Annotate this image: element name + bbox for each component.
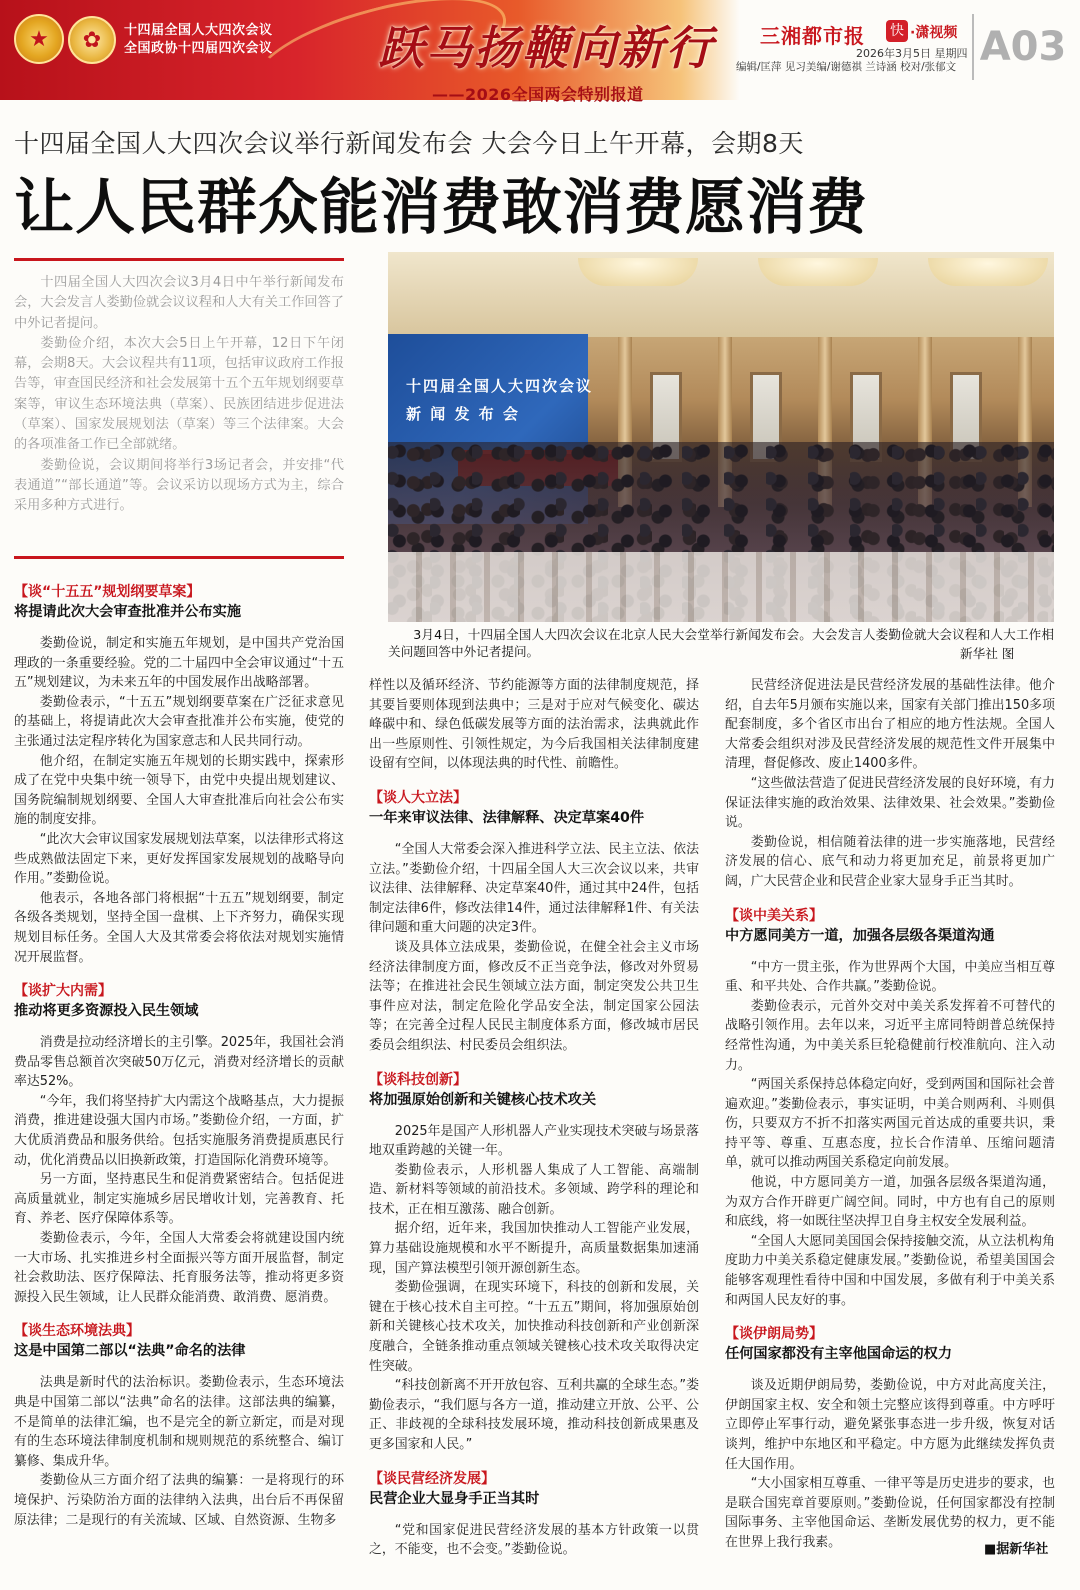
- body-paragraph: 娄勤俭表示，元首外交对中美关系发挥着不可替代的战略引领作用。去年以来，习近平主席同特朗普总统保持经常性沟通，为中美关系巨轮稳健前行校准航向、注入动力。: [725, 998, 1055, 1073]
- column-3: [725, 676, 1055, 1553]
- body-paragraph: “全国人大常委会深入推进科学立法、民主立法、依法立法。”娄勤俭介绍，十四届全国人大三次会议以来，共审议法律、法律解释、决定草案40件，通过其中24件，包括制定法律6件，修改法律14件，通过法律解释1件、有关法律问题和重大问题的决定3件。: [369, 841, 699, 936]
- body-paragraph: 2025年是国产人形机器人产业实现技术突破与场景落地双重跨越的关键一年。: [369, 1123, 699, 1159]
- page-number: A03: [972, 14, 1072, 80]
- lead-paragraph: 十四届全国人大四次会议3月4日中午举行新闻发布会，大会发言人娄勤俭就会议议程和人大有关工作回答了中外记者提问。: [14, 275, 344, 331]
- body-paragraph: “全国人大愿同美国国会保持接触交流，从立法机构角度助力中美关系稳定健康发展。”娄勤俭说，希望美国国会能够客观理性看待中国和中国发展，多做有利于中美关系和两国人民友好的事。: [725, 1233, 1055, 1308]
- body-paragraph: “今年，我们将坚持扩大内需这个战略基点，大力提振消费，推进建设强大国内市场。”娄勤俭介绍，一方面，扩大优质消费品和服务供给。包括实施服务消费提质惠民行动，优化消费品以旧换新政策，打造国际化消费环境等。: [14, 1093, 344, 1168]
- section-subhead: 任何国家都没有主宰他国命运的权力: [725, 1346, 953, 1363]
- photo-seats: [388, 552, 1054, 622]
- paper-name: 三湘都市报: [760, 24, 865, 48]
- section-tag: 【谈人大立法】: [369, 789, 467, 806]
- section-tag: 【谈中美关系】: [725, 907, 823, 924]
- body-paragraph: “这些做法营造了促进民营经济发展的良好环境，有力保证法律实施的政治效果、法律效果、社会效果。”娄勤俭说。: [725, 775, 1055, 831]
- lead-paragraphs: [14, 258, 344, 517]
- body-paragraph: 法典是新时代的法治标识。娄勤俭表示，生态环境法典是中国第二部以“法典”命名的法律。这部法典的编纂，不是简单的法律汇编，也不是完全的新立新定，而是对现有的生态环境法律制度机制和规则规范的系统整合、编订纂修、集成升华。: [14, 1375, 344, 1469]
- body-paragraph: 他介绍，在制定实施五年规划的长期实践中，探索形成了在党中央集中统一领导下，由党中央提出规划建议、国务院编制规划纲要、全国人大审查批准后向社会公布实施的制度安排。: [14, 753, 344, 828]
- banner-slogan: ——2026全国两会特别报道: [432, 85, 644, 104]
- chandelier-icon: [928, 258, 1048, 286]
- body-paragraph: “两国关系保持总体稳定向好，受到两国和国际社会普遍欢迎。”娄勤俭表示，事实证明，中美合则两利、斗则俱伤，只要双方不折不扣落实两国元首达成的重要共识，秉持平等、尊重、互惠态度，拉长合作清单、压缩问题清单，就可以推动两国关系稳定向前发展。: [725, 1077, 1055, 1171]
- section-subhead: 民营企业大显身手正当其时: [369, 1490, 540, 1507]
- banner-subtitle: [124, 22, 273, 58]
- body-paragraph: “大小国家相互尊重、一律平等是历史进步的要求，也是联合国宪章首要原则。”娄勤俭说，任何国家都没有控制国际事务、主宰他国命运、垄断发展优势的权力，更不能在世界上我行我素。: [725, 1476, 1055, 1550]
- chandelier-icon: [578, 258, 698, 286]
- section-subhead: 中方愿同美方一道，加强各层级各渠道沟通: [725, 927, 995, 944]
- section-tag: 【谈“十五五”规划纲要草案】: [14, 584, 201, 600]
- body-paragraph: 他说，中方愿同美方一道，加强各层级各渠道沟通，为双方合作开辟更广阔空间。同时，中方也有自己的原则和底线，将一如既往坚决捍卫自身主权安全发展利益。: [725, 1175, 1055, 1230]
- section-tag: 【谈民营经济发展】: [369, 1470, 495, 1487]
- section-subhead: 将提请此次大会审查批准并公布实施: [14, 604, 242, 620]
- masthead: [0, 0, 1080, 105]
- body-paragraph: “科技创新离不开开放包容、互利共赢的全球生态。”娄勤俭表示，“我们愿与各方一道，推动建立开放、公平、公正、非歧视的全球科技发展环境，推动科技创新成果惠及更多国家和人民。”: [369, 1378, 699, 1452]
- lead-paragraph: 娄勤俭说，会议期间将举行3场记者会，并安排“代表通道”“部长通道”等。会议采访以现场方式为主，综合采用多种方式进行。: [14, 457, 344, 514]
- backdrop-line-2: 新 闻 发 布 会: [406, 405, 520, 423]
- section-subhead: 将加强原始创新和关键核心技术攻关: [369, 1091, 597, 1108]
- body-paragraph: 娄勤俭表示，“十五五”规划纲要草案在广泛征求意见的基础上，将提请此次大会审查批准并公布实施，使党的主张通过法定程序转化为国家意志和人民共同行动。: [14, 694, 344, 749]
- backdrop-line-1: 十四届全国人大四次会议: [406, 377, 594, 395]
- section-tag: 【谈扩大内需】: [14, 983, 112, 1000]
- lead-paragraph: 娄勤俭介绍，本次大会5日上午开幕，12日下午闭幕，会期8天。大会议程共有11项，包括审议政府工作报告等，审查国民经济和社会发展第十五个五年规划纲要草案等，审议生态环境法典（草案）、民族团结进步促进法（草案）、国家发展规划法（草案）等三个法律案。大会的各项准备工作已全部就绪。: [14, 335, 344, 453]
- kicker-headline: 十四届全国人大四次会议举行新闻发布会 大会今日上午开幕，会期8天: [14, 129, 804, 158]
- body-paragraph: 谈及具体立法成果，娄勤俭说，在健全社会主义市场经济法律制度方面，修改反不正当竞争法，修改对外贸易法等；在推进社会民生领域立法方面，制定突发公共卫生事件应对法，制定危险化学品安全法，制定国家公园法等；在完善全过程人民民主制度体系方面，修改城市居民委员会组织法、村民委员会组织法。: [369, 939, 699, 1053]
- body-paragraph: 民营经济促进法是民营经济发展的基础性法律。他介绍，自去年5月颁布实施以来，国家有关部门推出150多项配套制度，多个省区市出台了相应的地方性法规。全国人大常委会组织对涉及民营经济发展的规范性文件开展集中清理，督促修改、废止1400多件。: [725, 678, 1055, 772]
- section-subhead: 这是中国第二部以“法典”命名的法律: [14, 1343, 246, 1360]
- section-tag: 【谈伊朗局势】: [725, 1326, 823, 1343]
- video-label: ·潇视频: [910, 25, 958, 41]
- body-paragraph: 样性以及循环经济、节约能源等方面的法律制度规范，择其要旨要则体现到法典中；三是对于应对气候变化、碳达峰碳中和、绿色低碳发展等方面的法治需求，法典就此作出一些原则性、引领性规定，为今后我国相关法律制度建设留有空间，以体现法典的时代性、前瞻性。: [369, 678, 699, 772]
- body-paragraph: 他表示，各地各部门将根据“十五五”规划纲要，制定各级各类规划，坚持全国一盘棋、上下齐努力，确保实现规划目标任务。全国人大及其常委会将依法对规划实施情况开展监督。: [14, 890, 344, 965]
- press-conference-photo: [388, 252, 1054, 622]
- dateline: 2026年3月5日 星期四: [856, 47, 968, 60]
- body-paragraph: 娄勤俭强调，在现实环境下，科技的创新和发展，关键在于核心技术自主可控。“十五五”期间，将加强原始创新和关键核心技术攻关，加快推动科技创新和产业创新深度融合，全链条推动重点领域关键核心技术攻关取得决定性突破。: [369, 1280, 699, 1374]
- lead-divider: [14, 556, 344, 559]
- body-paragraph: 娄勤俭说，制定和实施五年规划，是中国共产党治国理政的一条重要经验。党的二十届四中全会审议通过“十五五”规划建议，为未来五年的中国发展作出战略部署。: [14, 636, 344, 691]
- source-signoff: ■据新华社: [984, 1542, 1049, 1557]
- column-2: [369, 676, 699, 1560]
- chandelier-icon: [758, 258, 878, 286]
- section-subhead: 推动将更多资源投入民生领域: [14, 1003, 199, 1020]
- cppcc-emblem-icon: ✿: [68, 16, 116, 64]
- body-paragraph: 据介绍，近年来，我国加快推动人工智能产业发展，算力基础设施规模和水平不断提升，高质量数据集加速涌现，国产算法模型引领开源创新生态。: [369, 1221, 699, 1276]
- main-headline: 让人民群众能消费敢消费愿消费: [14, 173, 868, 243]
- kuai-logo-icon: 快: [886, 20, 908, 42]
- body-paragraph: 娄勤俭说，相信随着法律的进一步实施落地，民营经济发展的信心、底气和动力将更加充足，前景将更加广阔，广大民营企业和民营企业家大显身手正当其时。: [725, 834, 1055, 889]
- body-paragraph: 娄勤俭表示，今年，全国人大常委会将就建设国内统一大市场、扎实推进乡村全面振兴等方面开展监督，制定社会救助法、医疗保障法、托育服务法等，推动将更多资源投入民生领域，让人民群众能消费、敢消费、愿消费。: [14, 1231, 344, 1305]
- banner-sub-npc: 十四届全国人大四次会议: [124, 23, 273, 38]
- body-paragraph: “此次大会审议国家发展规划法草案，以法律形式将这些成熟做法固定下来，更好发挥国家发展规划的战略导向作用。”娄勤俭说。: [14, 831, 344, 887]
- editors-line: 编辑/匡萍 见习美编/谢德祺 兰诗涵 校对/张郁文: [736, 61, 957, 73]
- section-tag: 【谈生态环境法典】: [14, 1323, 140, 1340]
- body-paragraph: “中方一贯主张，作为世界两个大国，中美应当相互尊重、和平共处、合作共赢。”娄勤俭说。: [725, 959, 1055, 995]
- column-1: [14, 582, 344, 1530]
- body-paragraph: 谈及近期伊朗局势，娄勤俭说，中方对此高度关注，伊朗国家主权、安全和领土完整应该得到尊重。中方呼吁立即停止军事行动，避免紧张事态进一步升级，恢复对话谈判，维护中东地区和平稳定。中方愿为此继续发挥负责任大国作用。: [725, 1378, 1055, 1472]
- body-paragraph: 娄勤俭从三方面介绍了法典的编纂：一是将现行的环境保护、污染防治方面的法律纳入法典，出台后不再保留原法律；二是现行的有关流域、区域、自然资源、生物多: [14, 1473, 344, 1528]
- backdrop-text: [406, 372, 593, 428]
- photo-caption: 3月4日，十四届全国人大四次会议在北京人民大会堂举行新闻发布会。大会发言人娄勤俭就大会议程和人大工作相关问题回答中外记者提问。: [388, 627, 1054, 659]
- national-emblem-icon: ★: [14, 14, 64, 64]
- photo-credit: 新华社 图: [960, 646, 1015, 661]
- banner-sub-cppcc: 全国政协十四届四次会议: [124, 41, 273, 56]
- body-paragraph: “党和国家促进民营经济发展的基本方针政策一以贯之，不能变，也不会变。”娄勤俭说。: [369, 1522, 699, 1558]
- section-subhead: 一年来审议法律、法律解释、决定草案40件: [369, 809, 645, 826]
- banner-title: 跃马扬鞭向新行: [378, 21, 714, 75]
- body-paragraph: 另一方面，坚持惠民生和促消费紧密结合。包括促进高质量就业，制定实施城乡居民增收计划，完善教育、托育、养老、医疗保障体系等。: [14, 1172, 344, 1227]
- body-paragraph: 娄勤俭表示，人形机器人集成了人工智能、高端制造、新材料等领域的前沿技术。多领域、跨学科的理论和技术，正在相互激荡、融合创新。: [369, 1162, 699, 1217]
- section-tag: 【谈科技创新】: [369, 1071, 467, 1088]
- body-paragraph: 消费是拉动经济增长的主引擎。2025年，我国社会消费品零售总额首次突破50万亿元，消费对经济增长的贡献率达52%。: [14, 1035, 344, 1090]
